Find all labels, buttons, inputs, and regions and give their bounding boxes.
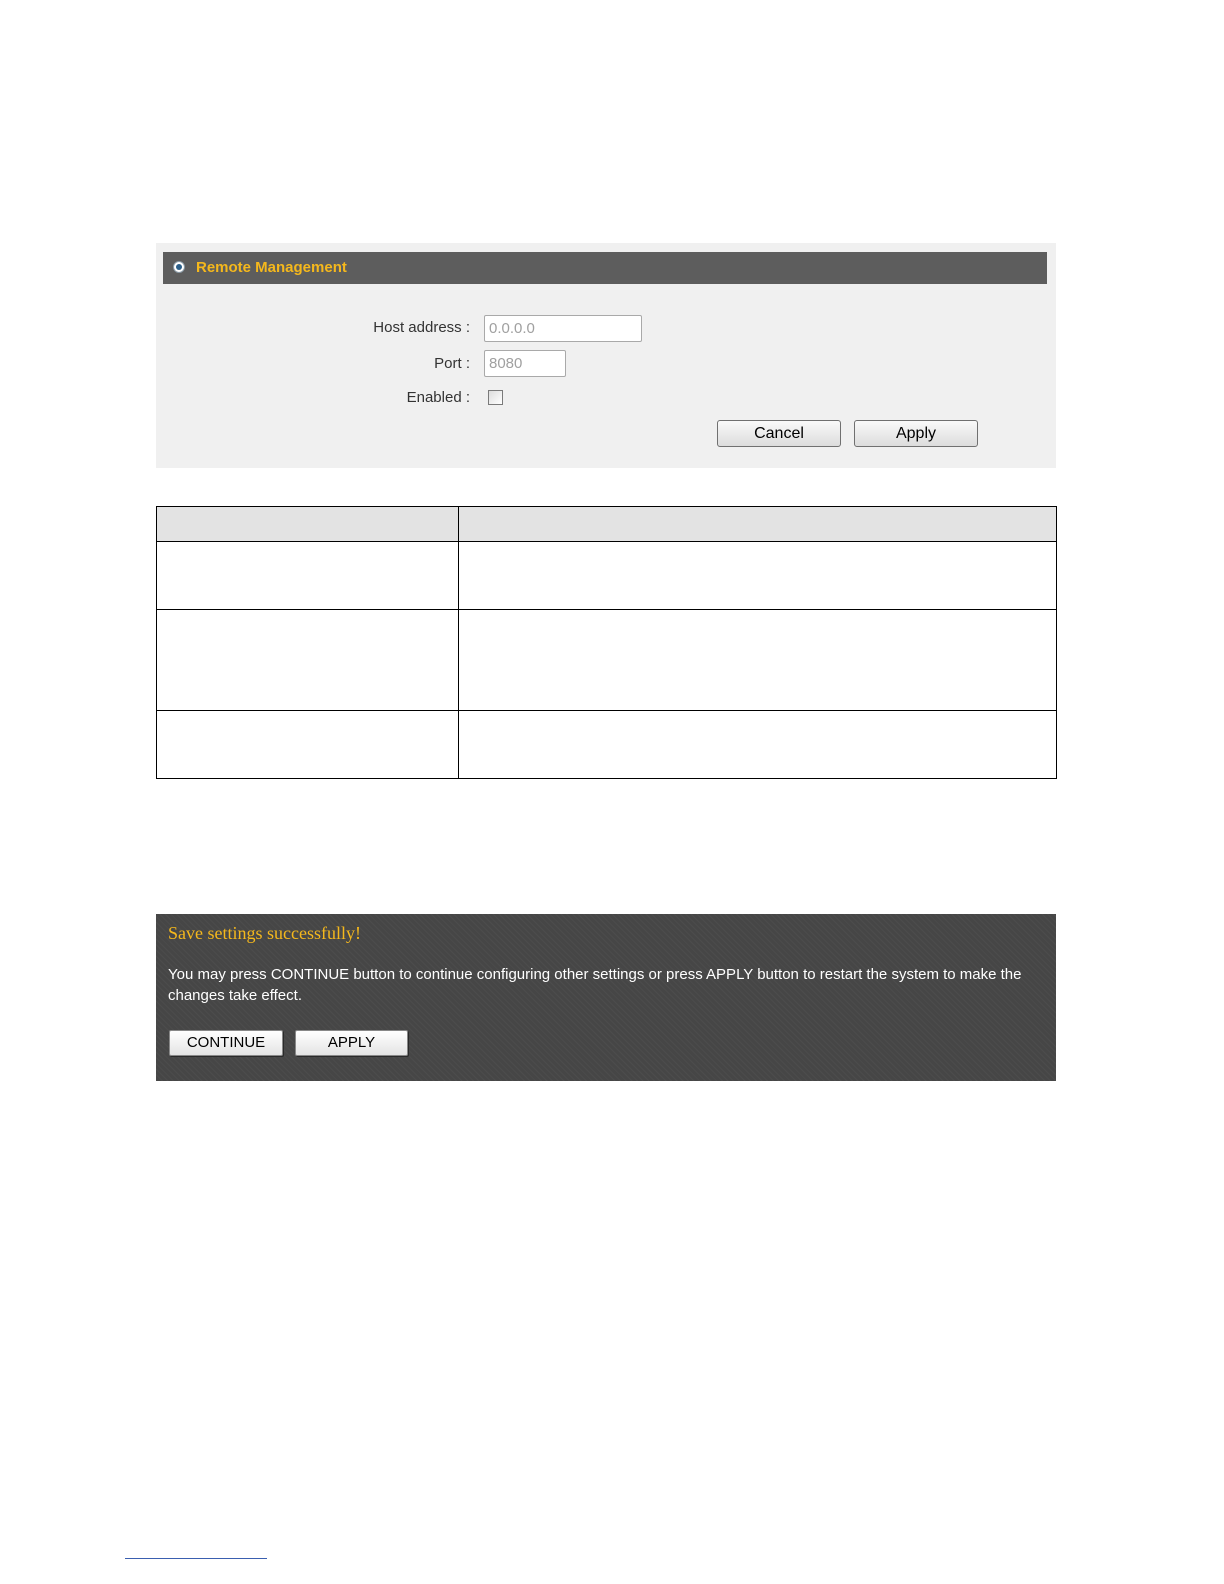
section-header [163, 252, 1047, 284]
table-cell [459, 542, 1057, 610]
enabled-checkbox[interactable] [488, 390, 503, 405]
save-title: Save settings successfully! [168, 923, 361, 943]
continue-button[interactable]: CONTINUE [169, 1030, 283, 1056]
table-row [157, 711, 1057, 779]
table-cell [459, 610, 1057, 711]
cancel-button[interactable]: Cancel [717, 420, 841, 447]
port-label: Port : [434, 355, 470, 372]
remote-management-panel [156, 243, 1056, 468]
host-address-label: Host address : [373, 319, 470, 336]
section-title: Remote Management [196, 259, 347, 276]
apply-button[interactable]: Apply [854, 420, 978, 447]
table-cell [157, 711, 459, 779]
table-header-cell [157, 507, 459, 542]
description-table [156, 506, 1057, 779]
table-header-row [157, 507, 1057, 542]
footnote-separator [125, 1558, 267, 1559]
table-header-cell [459, 507, 1057, 542]
port-input[interactable] [484, 350, 566, 377]
save-apply-button[interactable]: APPLY [295, 1030, 408, 1056]
table-cell [459, 711, 1057, 779]
table-row [157, 542, 1057, 610]
host-address-input[interactable] [484, 315, 642, 342]
radio-icon [173, 261, 185, 273]
enabled-label: Enabled : [406, 389, 470, 406]
save-message: You may press CONTINUE button to continue configuring other settings or press APPLY button to restart the system to make the changes take effect. [168, 966, 1022, 1004]
table-row [157, 610, 1057, 711]
table-cell [157, 542, 459, 610]
table-cell [157, 610, 459, 711]
save-settings-panel [156, 914, 1056, 1081]
